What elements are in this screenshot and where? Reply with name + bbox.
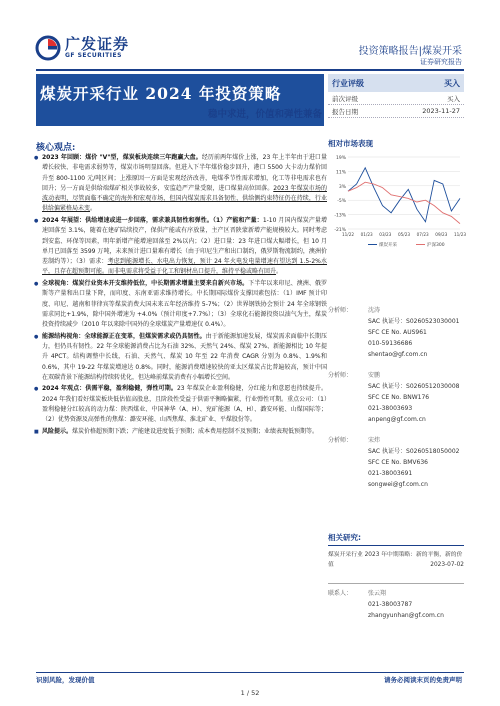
paragraph-highlight: 考虑到能源增长、水电出力恢复，预计 24 年火电发电量增速有望达到 1.5-2%水平，且存在超预期可能。而非电需求将受益于化工和钢材出口提升，维持平稳或略有回升 <box>42 258 327 276</box>
analyst-entry <box>328 305 464 360</box>
core-view-paragraph <box>34 332 327 383</box>
analyst-entry <box>328 435 464 490</box>
footer-disclaimer: 请务必阅读末页的免责声明 <box>384 676 462 684</box>
analyst-email[interactable]: shentao@gf.com.cn <box>368 351 428 358</box>
chart-x-tick-label: 11/23 <box>453 232 467 237</box>
report-subtitle: 稳中求进，价值和弹性兼备 <box>207 109 322 120</box>
analyst-name: 沈涛 <box>368 307 381 314</box>
core-view-paragraph <box>34 427 327 437</box>
chart-x-tick-label: 03/23 <box>379 232 392 237</box>
contact-email[interactable]: zhangyunhan@gf.com.cn <box>368 612 444 619</box>
gf-logo-icon <box>36 36 60 60</box>
chart-y-tick-label: -5% <box>337 199 346 205</box>
analyst-info: SFC CE No. BMV636 <box>368 459 428 466</box>
core-view-paragraph <box>34 279 327 330</box>
related-research <box>328 532 464 570</box>
chart-x-tick-label: 05/23 <box>397 232 411 237</box>
analyst-info: 010-59136686 <box>368 340 413 347</box>
chart-y-tick-label: -13% <box>334 213 346 219</box>
contact-entry <box>328 588 464 621</box>
analyst-info: SAC 执证号：S0260518050002 <box>368 448 460 455</box>
analyst-info: 021-38003691 <box>368 470 413 477</box>
contact-label: 联系人： <box>328 590 353 597</box>
company-logo <box>36 36 129 60</box>
chart-x-tick-label: 09/23 <box>435 232 448 237</box>
performance-chart <box>328 153 467 253</box>
paragraph-text: 经历前两年煤价上涨，23 年上半年由于进口量增长较快、非电需求弱势等，煤炭市场明显回落。但进入下半年煤价稳步回升，港口 5500 大卡动力煤价回升至 800-1100 元/吨区间；上涨原因一方面是宏观经济改善，电煤季节性需求增加，化工等非电需求也有回升；另一方面是供给端煤矿相关事故较多，安监趋严产量受限，进口煤量高位回落。 <box>42 154 327 192</box>
chart-legend-label: 煤炭开采 <box>379 243 397 248</box>
paragraph-lead: 2023 年回顾：煤价 "V"型，煤炭板块连续三年跑赢大盘。 <box>42 154 202 161</box>
core-view-paragraph <box>34 384 327 425</box>
chart-x-tick-label: 11/22 <box>341 232 355 237</box>
analyst-name: 安鹏 <box>368 372 381 379</box>
related-title: 相关研究: <box>328 532 464 546</box>
paragraph-lead: 2024 年观点：供需平稳，盈利稳健，弹性可期。 <box>42 385 177 393</box>
analyst-entry <box>328 370 464 425</box>
page-number: 1 / 52 <box>240 689 260 697</box>
report-title: 煤炭开采行业 2024 年投资策略 <box>40 84 282 103</box>
chart-y-tick-label: 3% <box>338 184 346 190</box>
paragraph-lead: 能源结构视角：全球能源正在变革，但煤炭需求或仍具韧性。 <box>42 332 206 340</box>
analyst-info: SFC CE No. BNW176 <box>368 394 430 401</box>
contact-box <box>328 583 464 621</box>
report-subtype: 证券研究报告 <box>420 58 462 66</box>
analyst-label: 分析师： <box>328 307 353 314</box>
footer-divider <box>36 672 464 673</box>
rating-value: 买入 <box>444 78 460 88</box>
core-views-body <box>34 153 327 438</box>
report-type: 投资策略报告|煤炭开采 <box>358 46 462 57</box>
analyst-name: 宋炜 <box>368 437 381 444</box>
chart-y-tick-label: 11% <box>335 170 346 176</box>
rating-row <box>328 92 464 105</box>
paragraph-text: 1-10 月国内煤炭产量增速回落至 3.1%，随着在建矿陆续投产，保供产能或有序放量，主产区晋陕蒙新增产能规模较大。同时考虑到安监、环保等因素，明年新增产能增速回落至 2%以内；（2）进口量：23 年进口煤大幅增长，但 10 月单月已回落至 3599 万吨，未来预计进口量难有增长（由于印尼生产和出口制约，俄罗斯物流制约，澳洲价差制约等）；（3）需求： <box>42 216 328 266</box>
chart-y-tick-label: 19% <box>335 156 346 161</box>
contact-name: 张云翔 <box>368 590 387 597</box>
paragraph-text: 下半年以来印尼、澳洲、俄罗斯等产量和出口量下降，而印度、东南亚需求维持增长。中长期国际煤价支撑因素包括：（1）IMF 预计印度、印尼、越南和菲律宾等煤炭消费大国未来五年经济维持 5-7%；（2）世界钢铁协会预计 24 年全球钢铁需求同比+1.9%，除中国外增速为 +4.0%（预计印度+7.7%）；（3）全球化石能源投资以油气为主，煤炭投资持续减少（2010 年以来除中国外的全球煤炭产量增速仅 0.4%）。 <box>42 279 327 329</box>
analyst-list <box>328 305 464 490</box>
rating-row-value: 2023-11-27 <box>422 107 460 115</box>
performance-section <box>328 132 467 253</box>
chart-legend-label: 沪深300 <box>427 243 445 248</box>
paragraph-text: 由于新能源加速发展，煤炭需求面临中长期压力，但仍具有韧性。22 年全球能源消费占比为石油 32%、天然气 24%、煤炭 27%、新能源相比 10 年提升 4PCT。结构调整中长线，石油、天然气、煤炭 10 年至 22 年消费 CAGR 分别为 0.8%、1.9%和 0.6%，其中 19-22 年煤炭增速达 0.8%。同时，能源消费增速较快的亚太区煤炭占比普遍较高，预计中国在双碳背景下能源结构持续转优化，但达峰前煤炭消费有小幅增长空间。 <box>42 332 327 381</box>
analyst-email[interactable]: songwei@gf.com.cn <box>368 481 428 488</box>
analyst-email[interactable]: anpeng@gf.com.cn <box>368 416 426 423</box>
chart-x-tick-label: 01/23 <box>360 232 373 237</box>
rating-box <box>328 74 464 118</box>
paragraph-text: 煤炭价格超预期下跌；产能建设进度低于预期；成本费用控制不及预期；业绩表现低预期等。 <box>72 427 319 435</box>
paragraph-tail: 。 <box>90 205 97 213</box>
analyst-info: SFC CE No. AUS961 <box>368 329 427 336</box>
performance-chart-svg <box>328 153 467 253</box>
footer-slogan: 识别风险，发现价值 <box>36 676 95 684</box>
core-view-paragraph <box>34 153 327 215</box>
rating-row-label: 报告日期 <box>332 107 358 116</box>
performance-title: 相对市场表现 <box>328 139 373 148</box>
paragraph-tail: 。 <box>276 268 283 276</box>
rating-row-label: 前次评级 <box>332 94 358 103</box>
logo-text-en: GF SECURITIES <box>65 51 122 59</box>
chart-series-line <box>348 168 460 222</box>
paragraph-lead: 全球视角：煤炭行业资本开支维持低位，中长期需求增量主要来自新兴市场。 <box>42 279 249 287</box>
analyst-label: 分析师： <box>328 437 353 444</box>
rating-row <box>328 105 464 118</box>
core-view-paragraph <box>34 216 327 278</box>
rating-row-value: 买入 <box>447 94 460 103</box>
paragraph-lead: 2024 年展望：供给增速或进一步回落，需求兼具韧性和弹性。（1）产能和产量： <box>42 216 263 224</box>
analyst-label: 分析师： <box>328 372 353 379</box>
contact-phone: 021-38003787 <box>368 601 413 608</box>
paragraph-text: 23 年煤炭企业盈利稳健，分红能力和意愿也持续提升。2024 年我们看好煤炭板块低估值高股息，且阶段性受益于供需平衡略偏紧，行业弹性可期。重点公司：（1）盈利稳健分红较高的动力煤：陕西煤业、中国神华（A、H）、兖矿能源（A、H）、潞安环能、山煤国际等；（2）优势资源及高弹性的焦煤：潞安环能、山西焦煤、淮北矿业、平煤股份等。 <box>42 385 328 424</box>
rating-header <box>328 74 464 92</box>
paragraph-lead: 风险提示。 <box>42 427 73 435</box>
rating-label: 行业评级 <box>332 78 364 88</box>
page-header <box>0 0 500 70</box>
paragraph-highlight: 2023 年煤炭市场的波动表明，尽管面临不确定的海外和宏观市场，但国内煤炭需求具备韧性、供给侧约束特征仍在持续，行业供给偏紧格局未变 <box>42 184 327 213</box>
related-item-text: 煤炭开采行业 2023 年中期策略：新的平衡，新的价值 <box>328 552 463 568</box>
analyst-info: SAC 执证号：S0260523030001 <box>368 318 460 325</box>
core-views-heading: 核心观点: <box>36 143 76 153</box>
logo-text-cn: 广发证券 <box>65 34 130 53</box>
chart-series-line <box>348 182 460 223</box>
analyst-info: 021-38003693 <box>368 405 413 412</box>
related-item-date: 2023-07-02 <box>430 562 464 568</box>
header-divider <box>36 69 464 71</box>
related-item[interactable] <box>328 550 464 570</box>
chart-x-tick-label: 07/23 <box>416 232 429 237</box>
chart-y-tick-label: -21% <box>334 228 346 233</box>
analyst-spacer <box>328 425 464 435</box>
analyst-spacer <box>328 360 464 370</box>
analyst-info: SAC 执证号：S0260512030008 <box>368 383 460 390</box>
